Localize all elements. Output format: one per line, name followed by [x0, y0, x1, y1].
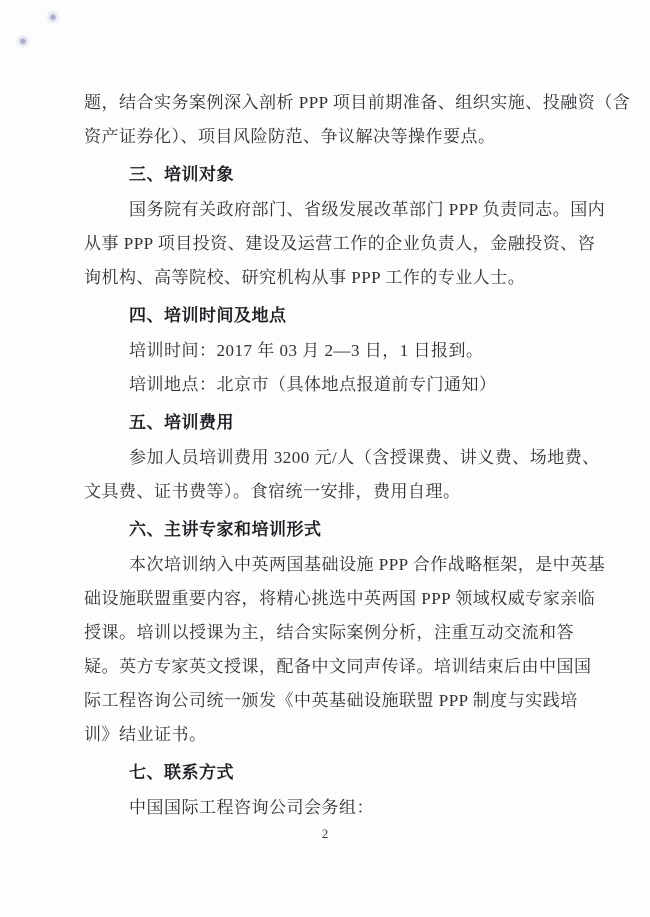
scan-smudge-top-icon [45, 10, 61, 26]
section-heading: 四、培训时间及地点 [129, 306, 287, 325]
text-line: 际工程咨询公司统一颁发《中英基础设施联盟 PPP 制度与实践培 [84, 691, 578, 710]
text-line: 训》结业证书。 [84, 725, 207, 744]
text-line: 础设施联盟重要内容，将精心挑选中英两国 PPP 领域权威专家亲临 [84, 589, 596, 608]
text-line: 题，结合实务案例深入剖析 PPP 项目前期准备、组织实施、投融资（含 [84, 93, 631, 112]
section-heading: 三、培训对象 [129, 165, 234, 184]
text-line: 疑。英方专家英文授课，配备中文同声传译。培训结束后由中国国 [84, 657, 592, 676]
text-line: 资产证券化）、项目风险防范、争议解决等操作要点。 [84, 127, 496, 146]
text-line: 文具费、证书费等）。食宿统一安排，费用自理。 [84, 482, 461, 501]
document-body [84, 86, 631, 825]
section-heading: 七、联系方式 [129, 763, 234, 782]
page-number: 2 [321, 826, 329, 841]
text-line: 参加人员培训费用 3200 元/人（含授课费、讲义费、场地费、 [129, 448, 600, 467]
text-line: 询机构、高等院校、研究机构从事 PPP 工作的专业人士。 [84, 268, 526, 287]
text-line: 中国国际工程咨询公司会务组： [129, 798, 374, 817]
text-line: 授课。培训以授课为主，结合实际案例分析，注重互动交流和答 [84, 623, 574, 642]
text-line: 国务院有关政府部门、省级发展改革部门 PPP 负责同志。国内 [129, 200, 606, 219]
text-line: 培训地点：北京市（具体地点报道前专门通知） [129, 375, 497, 394]
text-line: 从事 PPP 项目投资、建设及运营工作的企业负责人，金融投资、咨 [84, 234, 596, 253]
scan-smudge-left-icon [15, 34, 31, 50]
text-line: 培训时间：2017 年 03 月 2—3 日，1 日报到。 [129, 341, 484, 360]
section-heading: 六、主讲专家和培训形式 [129, 520, 322, 539]
section-heading: 五、培训费用 [129, 413, 234, 432]
text-line: 本次培训纳入中英两国基础设施 PPP 合作战略框架，是中英基 [129, 555, 606, 574]
